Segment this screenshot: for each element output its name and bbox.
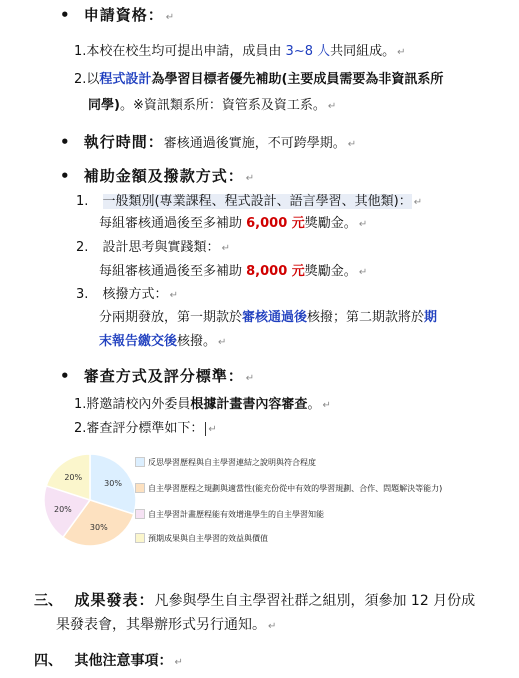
section-number: 三、	[34, 593, 62, 609]
funding-item-1-detail	[99, 212, 367, 231]
paragraph-mark: ↵	[268, 621, 277, 632]
item-text: 本校在校生均可提出申請，成員由	[86, 44, 286, 59]
bullet: •	[60, 133, 70, 151]
item-text-end: 獎勵金。	[304, 216, 357, 231]
list-number: 2.	[76, 240, 89, 255]
second-payment-condition: 期	[424, 310, 438, 325]
legend-item	[135, 456, 316, 468]
paragraph-mark: ↵	[327, 101, 337, 112]
chart-legend	[135, 456, 485, 546]
paragraph-mark: ↵	[165, 12, 175, 23]
paragraph-mark: ↵	[218, 337, 227, 348]
item-text: 審查評分標準如下：	[86, 421, 204, 436]
list-number: 3.	[76, 287, 89, 302]
section-review-heading	[60, 365, 254, 386]
legend-swatch	[135, 457, 145, 467]
funding-amount: 8,000 元	[246, 264, 305, 279]
funding-item-3-detail-line2	[99, 330, 226, 349]
legend-swatch	[135, 483, 145, 493]
legend-swatch	[135, 533, 145, 543]
scoring-chart	[40, 450, 480, 550]
item-text: 每組審核通過後至多補助	[99, 264, 247, 279]
item-text-bold: (主要成員需要為非資訊系所	[281, 72, 444, 87]
item-text-end: 核撥。	[177, 334, 217, 349]
legend-item	[135, 508, 324, 520]
first-payment-condition: 審核通過後	[242, 310, 308, 325]
item-text: 分兩期發放，第一期款於	[99, 310, 243, 325]
paragraph-mark: ↵	[322, 400, 331, 411]
paragraph-mark: ↵	[245, 373, 255, 384]
funding-category-title: 一般類別(專業課程、程式設計、語言學習、其他類)：	[102, 194, 412, 209]
legend-label: 預期成果與自主學習的效益與價值	[148, 533, 268, 543]
member-count: 3~8 人	[285, 44, 331, 59]
review-basis: 根據計畫書內容審查	[190, 397, 308, 412]
section-funding-heading	[60, 165, 254, 186]
funding-item-3-detail	[99, 306, 437, 325]
paragraph-mark: ↵	[245, 173, 255, 184]
results-text: 凡參與學生自主學習社群之組別，須參加 12 月份成	[154, 593, 476, 609]
section-notes	[34, 650, 183, 670]
heading-text: 申請資格：	[83, 6, 164, 24]
pie-chart	[40, 450, 140, 550]
list-number: 2.	[74, 421, 87, 436]
heading-text: 其他注意事項：	[74, 653, 173, 669]
list-number: 1.	[74, 397, 87, 412]
period-text: 審核通過後實施，不可跨學期。	[163, 136, 346, 151]
paragraph-mark: ↵	[347, 139, 357, 150]
funding-category-title: 設計思考與實踐類：	[102, 240, 220, 255]
item-text: 每組審核通過後至多補助	[99, 216, 247, 231]
section-eligibility-heading	[60, 4, 174, 25]
item-text: 將邀請校內外委員	[86, 397, 191, 412]
item-text-end: 共同組成。	[330, 44, 396, 59]
heading-text: 審查方式及評分標準：	[83, 367, 244, 385]
paragraph-mark: ↵	[358, 219, 368, 230]
legend-label: 反思學習歷程與自主學習連結之說明與符合程度	[148, 457, 316, 467]
item-text: 以	[86, 72, 100, 87]
funding-category-title: 核撥方式：	[102, 287, 168, 302]
section-results	[34, 589, 475, 610]
paragraph-mark: ↵	[413, 197, 423, 208]
item-text-mid: 為學習目標者優先補助	[151, 72, 282, 87]
item-text-bold: 同學)	[88, 98, 120, 113]
results-text: 果發表會，其舉辦形式另行通知。	[56, 617, 266, 633]
heading-text: 執行時間：	[83, 133, 164, 151]
section-results-line2	[56, 614, 276, 634]
review-item-2	[74, 417, 217, 436]
funding-item-2	[76, 236, 230, 255]
item-text-end: 。	[307, 397, 321, 412]
pie-data-label: 30%	[104, 479, 122, 489]
paragraph-mark: ↵	[358, 267, 368, 278]
eligibility-item-2	[74, 68, 443, 87]
list-number: 2.	[74, 72, 87, 87]
legend-swatch	[135, 509, 145, 519]
paragraph-mark: ↵	[397, 47, 406, 58]
funding-item-3	[76, 283, 178, 302]
pie-data-label: 20%	[53, 504, 72, 514]
legend-label: 自主學習歷程之規劃與適當性(能充份從中有效的學習規劃、合作、問題解決等能力)	[148, 483, 443, 493]
heading-text: 成果發表：	[74, 591, 155, 609]
bullet: •	[60, 367, 70, 385]
pie-data-label: 30%	[89, 523, 108, 533]
section-number: 四、	[34, 653, 62, 669]
funding-amount: 6,000 元	[246, 216, 305, 231]
paragraph-mark: ↵	[169, 290, 178, 301]
item-text-end: 獎勵金。	[304, 264, 357, 279]
legend-item	[135, 482, 442, 494]
item-text-mid: 核撥；第二期款將於	[307, 310, 425, 325]
funding-item-2-detail	[99, 260, 367, 279]
bullet: •	[60, 167, 70, 185]
second-payment-condition-cont: 末報告繳交後	[99, 334, 178, 349]
paragraph-mark: ↵	[208, 424, 217, 435]
priority-topic: 程式設計	[99, 72, 152, 87]
heading-text: 補助金額及撥款方式：	[83, 167, 244, 185]
section-period	[60, 131, 356, 152]
legend-item	[135, 532, 268, 544]
eligibility-item-2-line2	[88, 94, 336, 113]
paragraph-mark: ↵	[174, 657, 183, 668]
paragraph-mark: ↵	[221, 243, 230, 254]
item-text: 。※資訊類系所：資管系及資工系。	[119, 98, 326, 113]
legend-label: 自主學習計畫歷程能有效增進學生的自主學習知能	[148, 509, 324, 519]
review-item-1	[74, 393, 331, 412]
funding-item-1	[76, 190, 422, 209]
text-cursor	[205, 422, 206, 436]
bullet: •	[60, 6, 70, 24]
pie-data-label: 20%	[64, 472, 83, 482]
list-number: 1.	[76, 194, 89, 209]
list-number: 1.	[74, 44, 87, 59]
eligibility-item-1	[74, 40, 406, 59]
